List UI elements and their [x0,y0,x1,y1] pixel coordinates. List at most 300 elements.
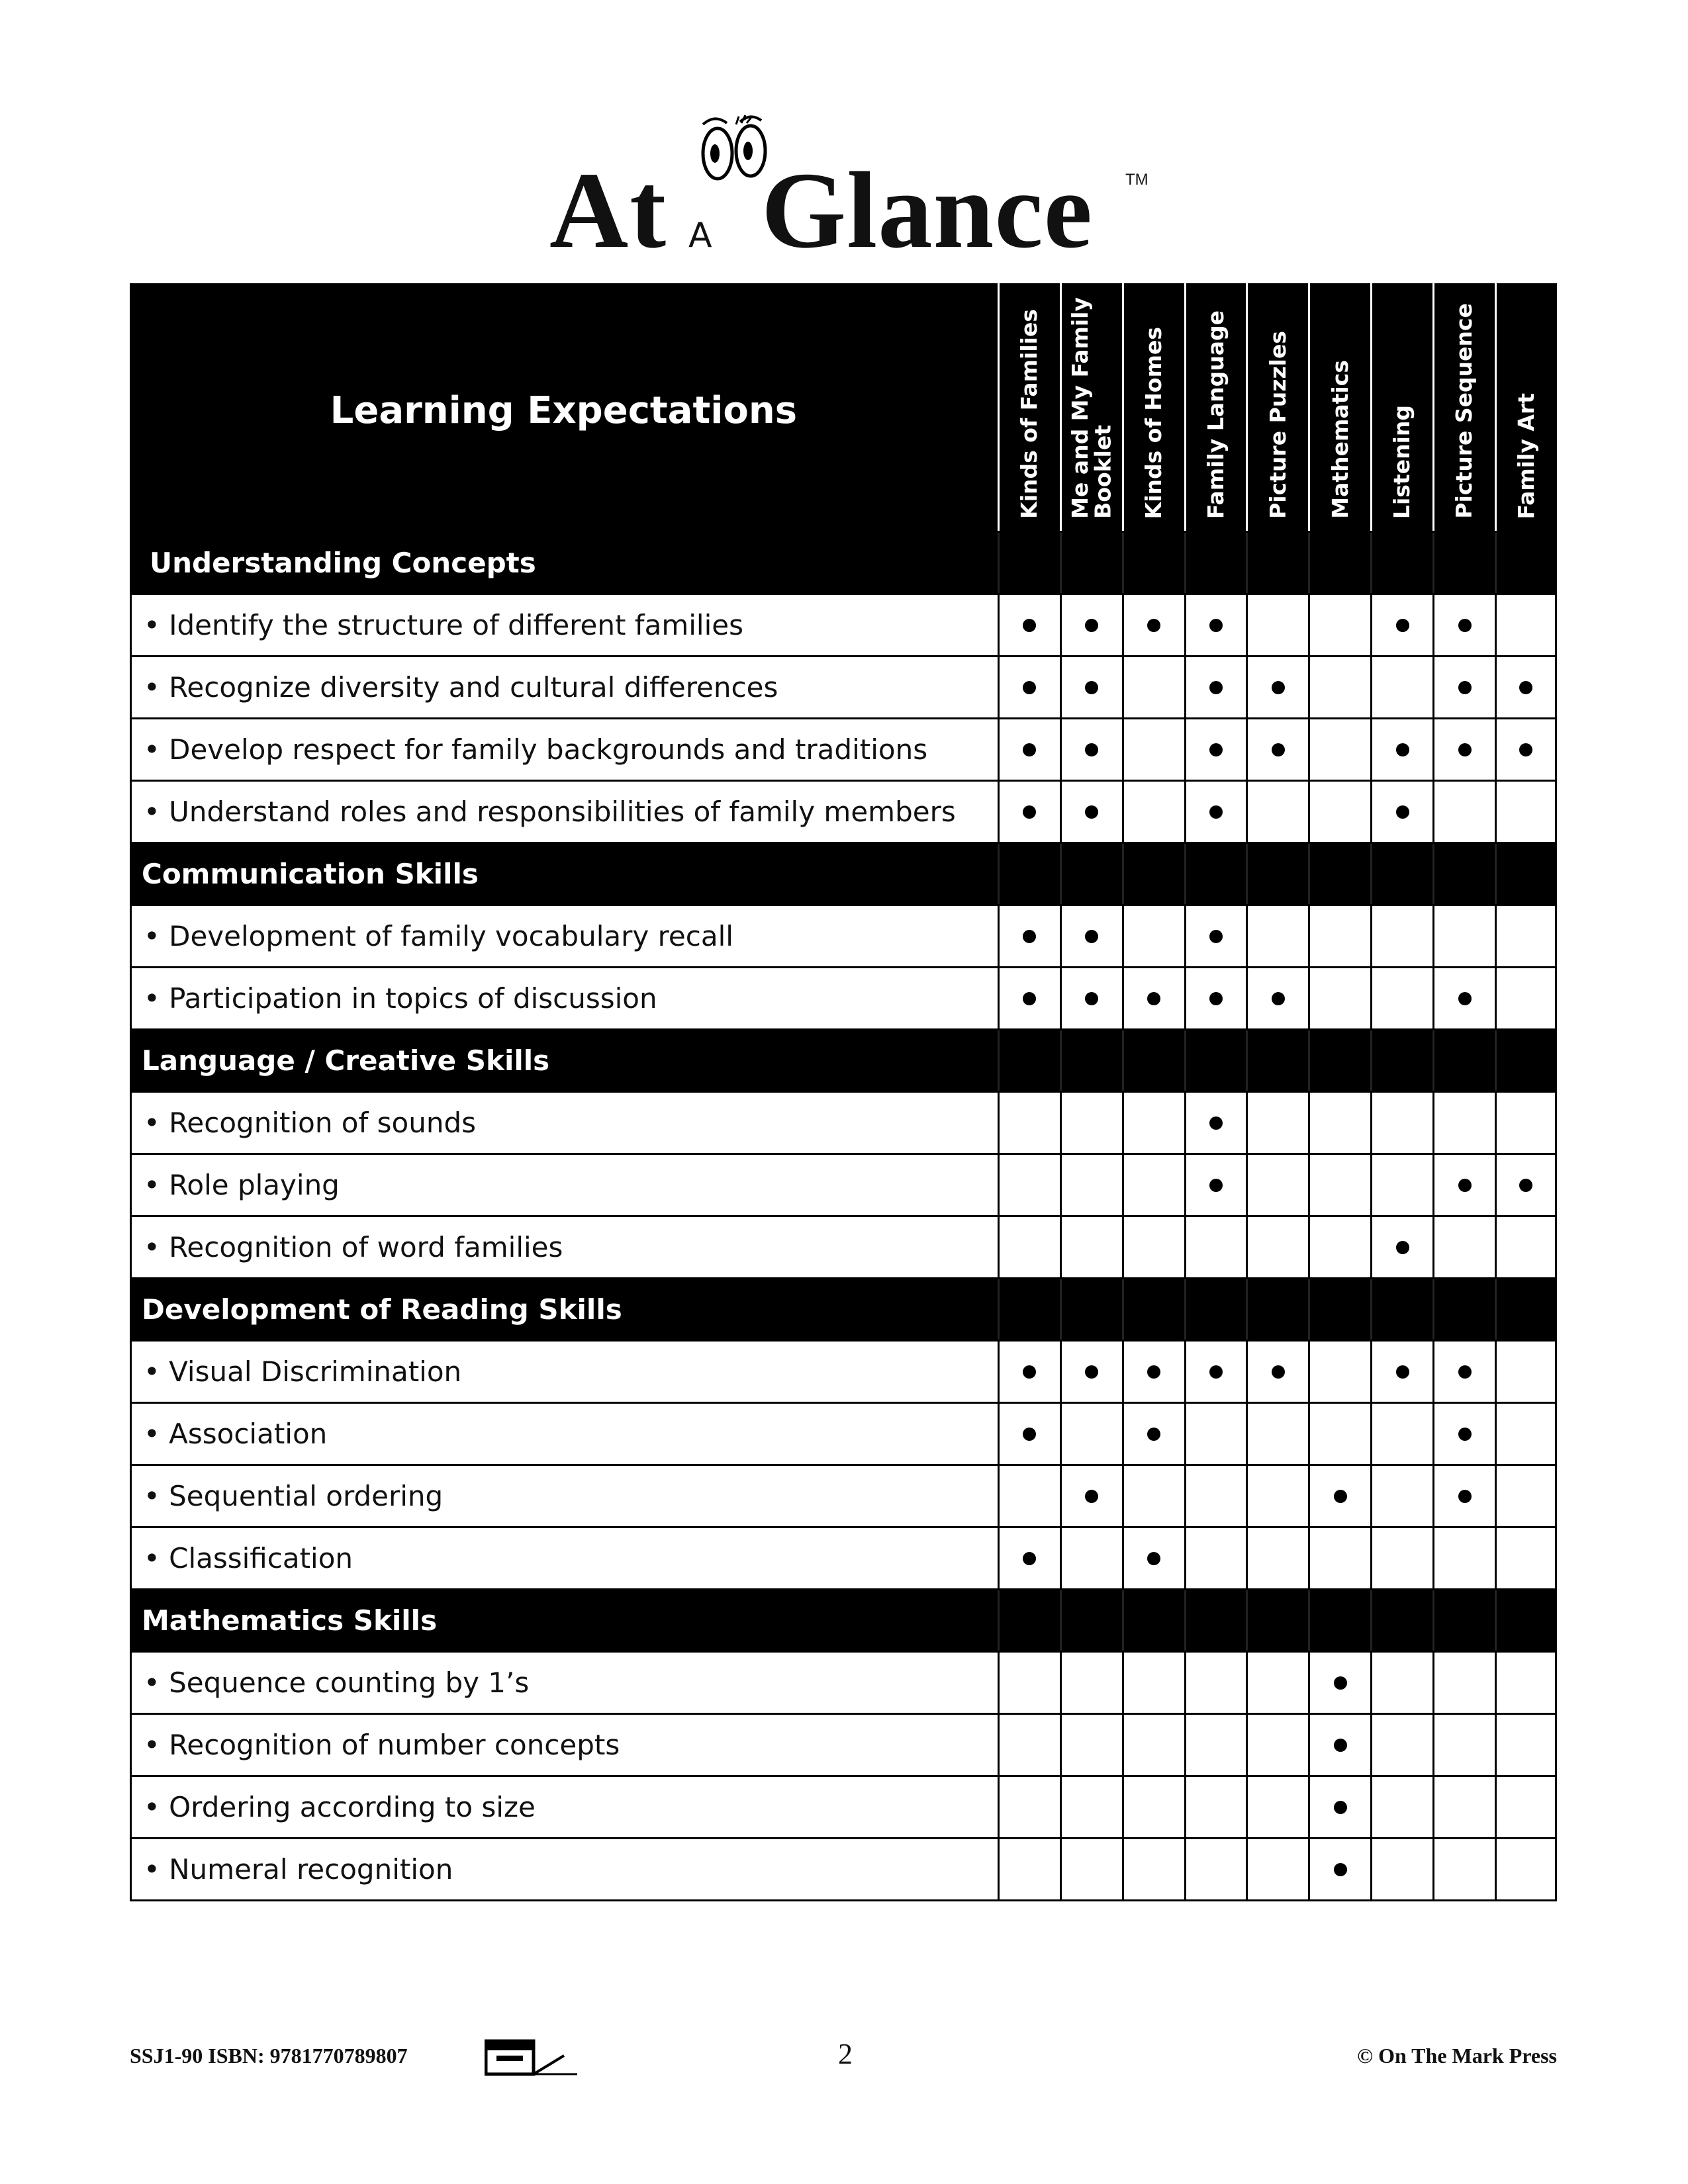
table-cell [1246,1653,1308,1713]
table-cell [1308,1093,1370,1153]
section-cell [1060,1590,1122,1651]
bullet-dot-icon [1209,743,1223,756]
table-cell [1246,1404,1308,1464]
table-cell [1308,1839,1370,1899]
bullet-dot-icon [1023,1428,1036,1441]
table-row [130,1837,1557,1899]
logo-a-text: A [688,216,712,255]
table-cell [1495,1777,1557,1837]
section-cell [1184,533,1246,593]
table-cell [1432,906,1495,966]
table-cell [998,1342,1060,1402]
table-cell [998,906,1060,966]
table-cell [998,1217,1060,1277]
table-cell [1370,906,1432,966]
bullet-dot-icon [1519,681,1532,694]
bullet-dot-icon [1209,805,1223,819]
table-cell [1432,1404,1495,1464]
bullet-dot-icon [1396,1365,1409,1379]
column-header [998,283,1060,531]
column-header [1184,283,1246,531]
expectation-label: • Identify the structure of different families [130,595,998,655]
table-cell [1122,1155,1184,1215]
section-header-row [130,531,1557,593]
table-cell [1495,1839,1557,1899]
expectation-label: • Recognition of word families [130,1217,998,1277]
table-cell [1060,906,1122,966]
table-cell [1370,782,1432,842]
desk-icon [485,2037,584,2083]
table-cell [1495,1715,1557,1775]
section-cell [998,1030,1060,1091]
bullet-dot-icon [1272,681,1285,694]
page-footer [130,2037,1557,2077]
bullet-dot-icon [1458,743,1472,756]
bullet-dot-icon [1209,681,1223,694]
table-cell [998,968,1060,1028]
table-cell [1184,1217,1246,1277]
bullet-dot-icon [1085,805,1098,819]
table-cell [1122,1342,1184,1402]
table-cell [1495,657,1557,717]
section-cell [1432,844,1495,904]
table-cell [1246,719,1308,780]
table-cell [1246,782,1308,842]
column-header [1370,283,1432,531]
table-cell [1246,657,1308,717]
table-cell [1184,968,1246,1028]
expectation-label: • Visual Discrimination [130,1342,998,1402]
table-cell [1432,657,1495,717]
bullet-dot-icon [1396,743,1409,756]
table-cell [1432,1466,1495,1526]
table-cell [1060,595,1122,655]
book-code-isbn: SSJ1-90 ISBN: 9781770789807 [130,2044,408,2068]
table-cell [1122,1839,1184,1899]
table-cell [1432,1653,1495,1713]
table-cell [1246,906,1308,966]
bullet-dot-icon [1085,1490,1098,1503]
table-cell [1308,782,1370,842]
section-cell [1432,1030,1495,1091]
bullet-dot-icon [1147,1428,1160,1441]
table-cell [1122,782,1184,842]
bullet-dot-icon [1023,930,1036,943]
table-cell [1246,1839,1308,1899]
bullet-dot-icon [1085,681,1098,694]
page-number: 2 [838,2038,853,2070]
table-cell [1495,1528,1557,1588]
table-cell [1308,1217,1370,1277]
bullet-dot-icon [1458,619,1472,632]
bullet-dot-icon [1334,1739,1347,1752]
table-cell [1122,1715,1184,1775]
bullet-dot-icon [1334,1801,1347,1814]
table-cell [1060,1217,1122,1277]
table-cell [1184,1777,1246,1837]
table-cell [1308,1466,1370,1526]
section-cell [998,1590,1060,1651]
table-row [130,1215,1557,1277]
table-cell [1122,1777,1184,1837]
table-cell [1432,1777,1495,1837]
table-cell [1495,719,1557,780]
table-cell [1495,1404,1557,1464]
table-cell [1432,1528,1495,1588]
table-cell [998,719,1060,780]
bullet-dot-icon [1334,1863,1347,1876]
table-cell [998,657,1060,717]
table-cell [1184,1715,1246,1775]
table-cell [1060,1839,1122,1899]
table-cell [1184,1466,1246,1526]
table-cell [1060,1342,1122,1402]
bullet-dot-icon [1396,805,1409,819]
table-row [130,780,1557,842]
table-cell [1432,1342,1495,1402]
table-cell [1122,906,1184,966]
table-cell [1370,1466,1432,1526]
table-cell [1308,1342,1370,1402]
table-cell [1060,782,1122,842]
table-cell [1432,1217,1495,1277]
table-cell [1432,1093,1495,1153]
section-cell [1495,1279,1557,1340]
table-row [130,904,1557,966]
table-cell [1308,1155,1370,1215]
table-cell [1370,1155,1432,1215]
section-cell [1495,1590,1557,1651]
expectation-label: • Sequence counting by 1’s [130,1653,998,1713]
column-header-label: Listening [1389,404,1415,519]
section-cell [1495,533,1557,593]
section-title: Language / Creative Skills [142,1044,550,1077]
table-cell [1370,1404,1432,1464]
logo-glance-text: Glance [761,150,1093,271]
table-cell [1495,1342,1557,1402]
table-cell [998,1777,1060,1837]
section-cell [998,844,1060,904]
section-cell [998,533,1060,593]
section-cell [1246,1030,1308,1091]
logo-at-text: At [549,150,668,271]
bullet-dot-icon [1334,1676,1347,1690]
section-cell [1122,1279,1184,1340]
table-row [130,1651,1557,1713]
table-cell [998,595,1060,655]
at-a-glance-logo [543,99,1149,271]
bullet-dot-icon [1023,1552,1036,1565]
section-cell [1246,1279,1308,1340]
table-cell [1370,595,1432,655]
bullet-dot-icon [1396,1241,1409,1254]
bullet-dot-icon [1209,992,1223,1005]
expectation-label: • Participation in topics of discussion [130,968,998,1028]
bullet-dot-icon [1458,1179,1472,1192]
table-body [130,531,1557,1899]
table-cell [1246,1217,1308,1277]
table-cell [1122,1466,1184,1526]
table-cell [1432,1715,1495,1775]
table-cell [1122,657,1184,717]
table-cell [1184,719,1246,780]
table-cell [1432,968,1495,1028]
section-cell [1495,1030,1557,1091]
section-cell [1060,1279,1122,1340]
table-cell [1370,1653,1432,1713]
bullet-dot-icon [1085,743,1098,756]
section-header-row [130,1028,1557,1091]
section-cell [998,1279,1060,1340]
bullet-dot-icon [1023,1365,1036,1379]
table-cell [1370,1715,1432,1775]
section-cell [1308,1590,1370,1651]
bullet-dot-icon [1209,1116,1223,1130]
table-cell [1122,719,1184,780]
column-header-label: Picture Sequence [1451,303,1477,519]
section-cell [1184,1030,1246,1091]
bullet-dot-icon [1209,1179,1223,1192]
table-cell [1370,1528,1432,1588]
bullet-dot-icon [1147,1552,1160,1565]
column-header [1060,283,1122,531]
bullet-dot-icon [1023,743,1036,756]
section-cell [1184,1590,1246,1651]
bullet-dot-icon [1272,743,1285,756]
table-cell [998,1839,1060,1899]
table-cell [1246,1466,1308,1526]
table-row [130,1713,1557,1775]
table-cell [1370,719,1432,780]
expectation-label: • Recognition of number concepts [130,1715,998,1775]
table-cell [1184,595,1246,655]
bullet-dot-icon [1085,1365,1098,1379]
table-cell [1122,1653,1184,1713]
table-cell [998,1528,1060,1588]
table-cell [1246,1155,1308,1215]
table-cell [1060,1715,1122,1775]
table-cell [1308,1404,1370,1464]
section-header-row [130,1277,1557,1340]
table-cell [1122,968,1184,1028]
table-cell [1308,1653,1370,1713]
bullet-dot-icon [1209,1365,1223,1379]
table-cell [1495,595,1557,655]
table-cell [1432,782,1495,842]
table-row [130,1526,1557,1588]
table-cell [1184,1155,1246,1215]
bullet-dot-icon [1272,992,1285,1005]
bullet-dot-icon [1334,1490,1347,1503]
table-title: Learning Expectations [330,388,798,432]
section-cell [1432,1590,1495,1651]
table-cell [1370,1342,1432,1402]
learning-expectations-table [130,283,1557,1901]
table-cell [1060,1528,1122,1588]
table-cell [998,1093,1060,1153]
expectation-label: • Development of family vocabulary recall [130,906,998,966]
section-cell [1308,844,1370,904]
section-cell [1432,533,1495,593]
table-cell [1370,1093,1432,1153]
table-cell [998,1155,1060,1215]
expectation-label: • Develop respect for family backgrounds and traditions [130,719,998,780]
bullet-dot-icon [1147,992,1160,1005]
table-cell [1122,1217,1184,1277]
table-row [130,593,1557,655]
bullet-dot-icon [1209,930,1223,943]
expectation-label: • Ordering according to size [130,1777,998,1837]
table-header [130,283,1557,531]
table-cell [1495,906,1557,966]
table-cell [1495,1155,1557,1215]
table-cell [1308,595,1370,655]
expectation-label: • Recognize diversity and cultural differences [130,657,998,717]
table-cell [1432,595,1495,655]
bullet-dot-icon [1272,1365,1285,1379]
table-cell [1246,595,1308,655]
expectation-label: • Numeral recognition [130,1839,998,1899]
column-header [1246,283,1308,531]
section-cell [1432,1279,1495,1340]
table-cell [998,782,1060,842]
column-header-label: Kinds of Families [1015,309,1042,519]
bullet-dot-icon [1458,1490,1472,1503]
section-header-row [130,842,1557,904]
bullet-dot-icon [1458,1428,1472,1441]
bullet-dot-icon [1209,619,1223,632]
table-cell [1495,782,1557,842]
section-cell [1246,844,1308,904]
table-cell [1060,968,1122,1028]
table-cell [998,1466,1060,1526]
section-cell [1370,844,1432,904]
column-header-label: Family Language [1202,310,1229,519]
table-cell [1308,1777,1370,1837]
table-cell [1184,782,1246,842]
section-cell [1060,1030,1122,1091]
column-header-label: Me and My Family Booklet [1066,297,1116,519]
bullet-dot-icon [1519,1179,1532,1192]
section-cell [1370,1030,1432,1091]
column-header-label: Family Art [1513,392,1540,519]
table-row [130,1340,1557,1402]
bullet-dot-icon [1085,992,1098,1005]
table-cell [1495,1217,1557,1277]
section-header-row [130,1588,1557,1651]
section-cell [1308,533,1370,593]
table-cell [1370,657,1432,717]
table-cell [1495,1466,1557,1526]
table-cell [1122,595,1184,655]
table-cell [1246,968,1308,1028]
table-cell [1246,1093,1308,1153]
table-cell [1495,968,1557,1028]
table-cell [1184,657,1246,717]
section-cell [1122,533,1184,593]
section-cell [1122,1030,1184,1091]
section-cell [1495,844,1557,904]
table-cell [1308,657,1370,717]
table-cell [1060,1653,1122,1713]
table-cell [1432,1155,1495,1215]
section-title: Mathematics Skills [142,1604,438,1637]
table-cell [1308,1528,1370,1588]
section-cell [1308,1030,1370,1091]
table-cell [1246,1715,1308,1775]
table-cell [1184,906,1246,966]
table-cell [1246,1528,1308,1588]
table-cell [1246,1342,1308,1402]
bullet-dot-icon [1396,619,1409,632]
expectation-label: • Association [130,1404,998,1464]
table-cell [1060,719,1122,780]
expectation-label: • Sequential ordering [130,1466,998,1526]
table-row [130,1775,1557,1837]
section-title: Understanding Concepts [150,547,536,579]
table-cell [1122,1093,1184,1153]
section-cell [1370,1279,1432,1340]
section-cell [1370,1590,1432,1651]
table-cell [1370,968,1432,1028]
section-cell [1246,533,1308,593]
column-header-label: Kinds of Homes [1140,326,1166,519]
copyright-notice: © On The Mark Press [1357,2044,1557,2068]
table-bottom-rule [130,1899,1557,1901]
table-cell [1060,1404,1122,1464]
column-header [1432,283,1495,531]
section-cell [1184,844,1246,904]
bullet-dot-icon [1023,619,1036,632]
section-cell [1122,844,1184,904]
table-cell [1308,1715,1370,1775]
bullet-dot-icon [1458,1365,1472,1379]
expectation-label: • Recognition of sounds [130,1093,998,1153]
bullet-dot-icon [1023,992,1036,1005]
bullet-dot-icon [1085,619,1098,632]
section-cell [1122,1590,1184,1651]
column-header [1495,283,1557,531]
section-cell [1060,844,1122,904]
table-row [130,1464,1557,1526]
table-row [130,1091,1557,1153]
table-cell [1432,719,1495,780]
table-cell [1370,1839,1432,1899]
table-cell [1060,1155,1122,1215]
table-cell [998,1404,1060,1464]
column-header-label: Mathematics [1327,360,1353,519]
table-cell [1308,906,1370,966]
table-row [130,966,1557,1028]
table-row [130,1402,1557,1464]
table-cell [1060,657,1122,717]
table-row [130,717,1557,780]
table-cell [1060,1093,1122,1153]
table-cell [1184,1839,1246,1899]
section-cell [1308,1279,1370,1340]
bullet-dot-icon [1147,1365,1160,1379]
table-cell [1495,1653,1557,1713]
table-cell [1308,968,1370,1028]
section-cell [1246,1590,1308,1651]
column-header [1122,283,1184,531]
expectation-label: • Understand roles and responsibilities of family members [130,782,998,842]
bullet-dot-icon [1023,805,1036,819]
bullet-dot-icon [1458,992,1472,1005]
section-title: Communication Skills [142,858,479,890]
table-cell [1122,1528,1184,1588]
table-row [130,1153,1557,1215]
